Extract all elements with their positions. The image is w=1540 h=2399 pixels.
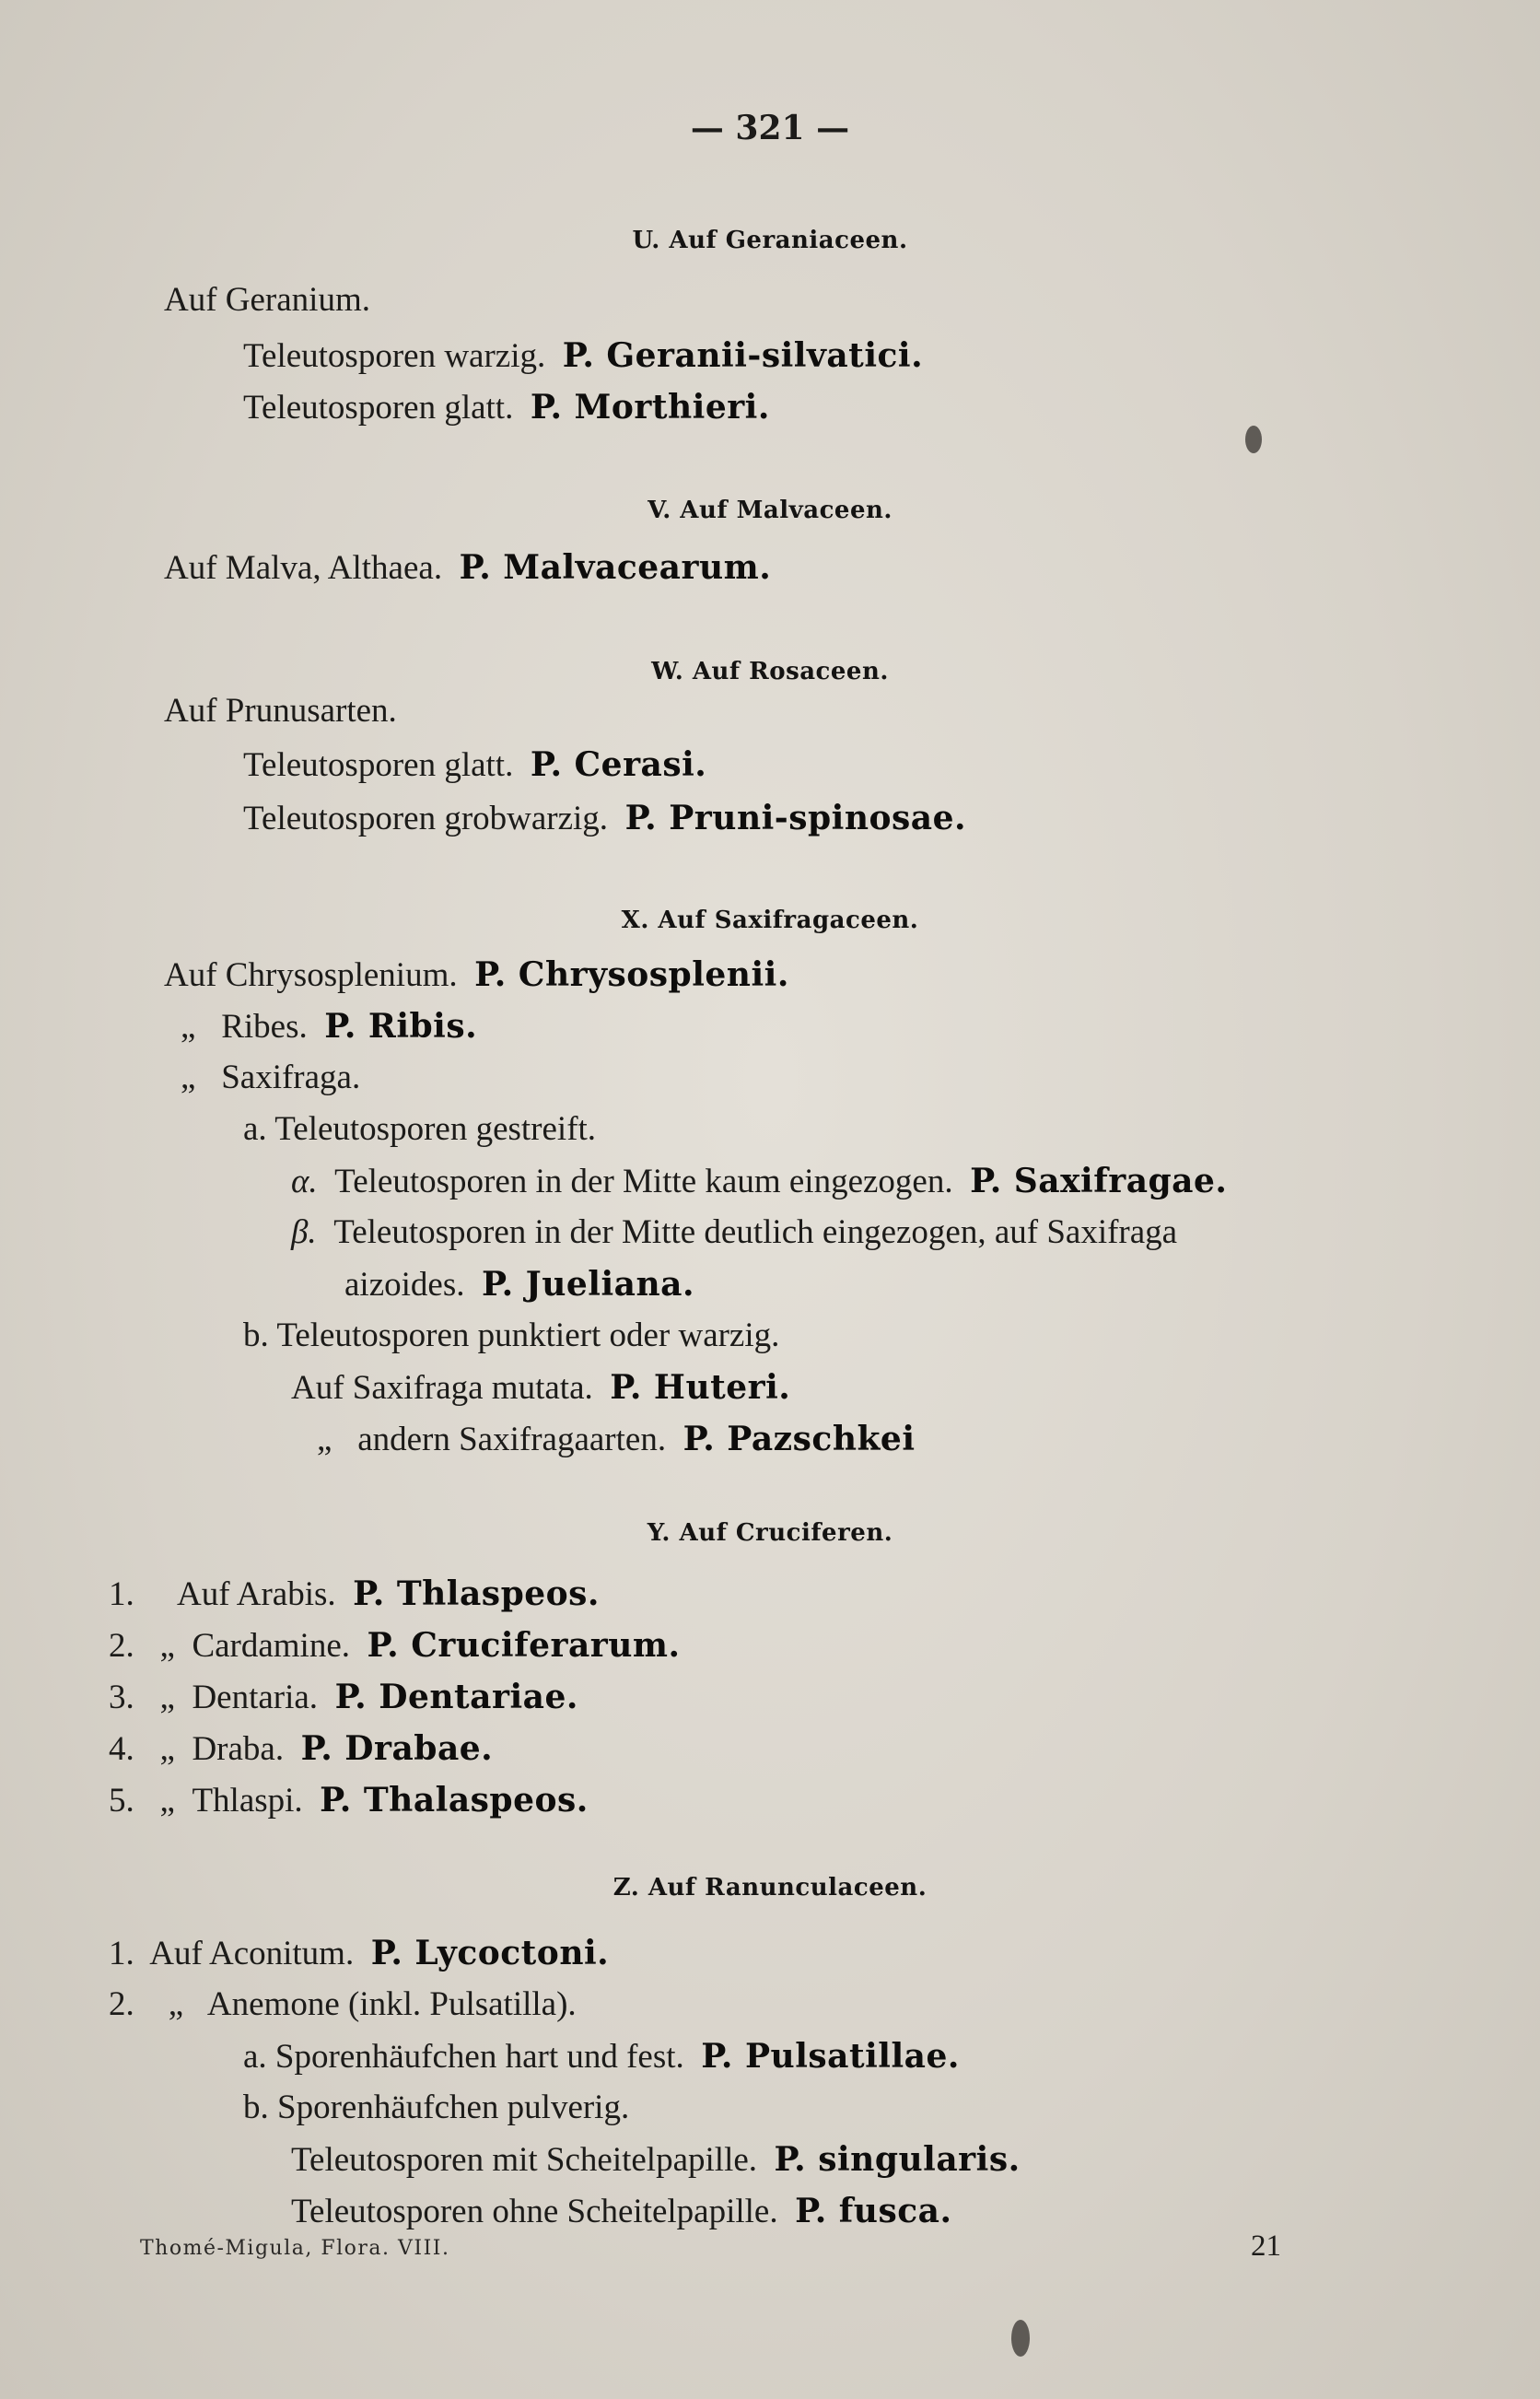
ink-spot (1011, 2320, 1030, 2357)
species-name: P. Huteri. (610, 1368, 791, 1407)
line-x-6 (291, 1212, 1177, 1253)
species-name: P. Cerasi. (530, 745, 707, 784)
line-text: Cardamine. (192, 1627, 351, 1665)
line-text: Auf Aconitum. (149, 1935, 355, 1972)
item-number: 1. (109, 1935, 134, 1972)
species-name: P. Thlaspeos. (353, 1574, 600, 1613)
species-name: P. Saxifragae. (970, 1162, 1228, 1200)
line-z-1 (109, 1933, 609, 1974)
line-x-10 (317, 1419, 916, 1460)
heading-cruciferen: Y. Auf Cruciferen. (647, 1519, 893, 1547)
list-item (109, 1677, 578, 1718)
page-number: — 321 — (690, 109, 850, 147)
signature-number: 21 (1251, 2229, 1281, 2263)
line-w-2 (243, 744, 706, 786)
line-z-5 (291, 2139, 1021, 2181)
greek-marker: α. (291, 1163, 318, 1200)
item-number: 2. (109, 1627, 134, 1665)
line-w-1 (164, 691, 397, 731)
species-name: P. Ribis. (324, 1007, 478, 1046)
line-x-3 (181, 1058, 360, 1098)
species-name: P. Thalaspeos. (320, 1781, 589, 1820)
heading-geraniaceen: U. Auf Geraniaceen. (632, 227, 908, 254)
line-z-4: b. Sporenhäufchen pulverig. (243, 2089, 630, 2126)
ditto-mark: „ (181, 1059, 196, 1096)
line-text: Teleutosporen mit Scheitelpapille. (291, 2141, 758, 2179)
line-u-2 (243, 335, 923, 377)
list-item (109, 1780, 589, 1821)
line-text: Teleutosporen grobwarzig. (243, 800, 609, 837)
line-x-5 (291, 1161, 1227, 1202)
line-text: Teleutosporen ohne Scheitelpapille. (291, 2193, 778, 2230)
item-number: 4. (109, 1730, 134, 1768)
ditto-mark: „ (181, 1008, 196, 1046)
line-text: Thlaspi. (192, 1782, 303, 1820)
line-x-4: a. Teleutosporen gestreift. (243, 1110, 597, 1148)
species-name: P. Morthieri. (530, 388, 770, 427)
ditto-mark: „ (159, 1782, 175, 1820)
line-w-3 (243, 798, 966, 839)
list-item (109, 1728, 493, 1770)
ditto-mark: „ (159, 1730, 175, 1768)
species-name: P. Pazschkei (682, 1420, 916, 1458)
line-text: Auf Malva, Althaea. (164, 549, 443, 587)
heading-rosaceen: W. Auf Rosaceen. (651, 658, 889, 685)
species-name: P. Malvacearum. (459, 548, 772, 587)
line-z-6 (291, 2191, 952, 2232)
list-item (109, 1574, 600, 1615)
line-u-1 (164, 280, 370, 321)
line-text: Auf Saxifraga mutata. (291, 1369, 593, 1407)
heading-ranunculaceen: Z. Auf Ranunculaceen. (612, 1874, 928, 1902)
line-text: andern Saxifragaarten. (357, 1421, 667, 1458)
species-name: P. Cruciferarum. (367, 1626, 681, 1665)
line-z-3 (243, 2036, 960, 2077)
line-x-7 (344, 1264, 694, 1305)
item-number: 5. (109, 1782, 134, 1820)
line-x-2 (181, 1006, 477, 1047)
line-u-3 (243, 387, 770, 428)
item-number: 2. (109, 1985, 134, 2023)
greek-marker: β. (291, 1213, 317, 1251)
line-text: Teleutosporen glatt. (243, 746, 514, 784)
line-text: Ribes. (221, 1008, 308, 1046)
ink-spot (1245, 426, 1262, 453)
species-name: P. fusca. (795, 2192, 952, 2230)
line-text: Teleutosporen warzig. (243, 337, 546, 375)
species-name: P. Geranii-silvatici. (562, 336, 924, 375)
species-name: P. Lycoctoni. (370, 1934, 610, 1972)
line-text: Auf Prunusarten. (164, 692, 397, 730)
species-name: P. Pulsatillae. (701, 2037, 960, 2076)
ditto-mark: „ (159, 1627, 175, 1665)
list-item (109, 1625, 681, 1667)
line-text: Draba. (192, 1730, 285, 1768)
line-text: Teleutosporen in der Mitte kaum eingezogen. (334, 1163, 953, 1200)
line-text: Teleutosporen glatt. (243, 389, 514, 427)
species-name: P. Dentariae. (334, 1678, 578, 1716)
line-z-2 (109, 1984, 577, 2025)
line-x-9 (291, 1367, 790, 1409)
ditto-mark: „ (317, 1421, 332, 1458)
footer-left: Thomé-Migula, Flora. VIII. (140, 2237, 450, 2260)
line-text: Anemone (inkl. Pulsatilla). (206, 1985, 577, 2023)
line-text: aizoides. (344, 1266, 465, 1304)
line-x-8: b. Teleutosporen punktiert oder warzig. (243, 1317, 780, 1354)
line-x-1 (164, 954, 789, 996)
species-name: P. Drabae. (300, 1729, 494, 1768)
line-text: Dentaria. (192, 1679, 319, 1716)
species-name: P. singularis. (774, 2140, 1021, 2179)
species-name: P. Chrysosplenii. (474, 955, 789, 994)
item-number: 1. (109, 1575, 134, 1613)
ditto-mark: „ (159, 1679, 175, 1716)
species-name: P. Pruni-spinosae. (624, 799, 967, 837)
ditto-mark: „ (168, 1985, 184, 2023)
heading-saxifragaceen: X. Auf Saxifragaceen. (621, 907, 919, 934)
line-text: Auf Arabis. (177, 1575, 336, 1613)
line-v-1 (164, 547, 771, 589)
species-name: P. Jueliana. (481, 1265, 694, 1304)
heading-malvaceen: V. Auf Malvaceen. (648, 497, 892, 524)
line-text: a. Sporenhäufchen hart und fest. (243, 2038, 684, 2076)
item-number: 3. (109, 1679, 134, 1716)
line-text: Saxifraga. (221, 1059, 361, 1096)
line-text: Auf Geranium. (164, 281, 370, 319)
line-text: Auf Chrysosplenium. (164, 956, 458, 994)
line-text: Teleutosporen in der Mitte deutlich eingezogen, auf Saxifraga (333, 1213, 1178, 1251)
